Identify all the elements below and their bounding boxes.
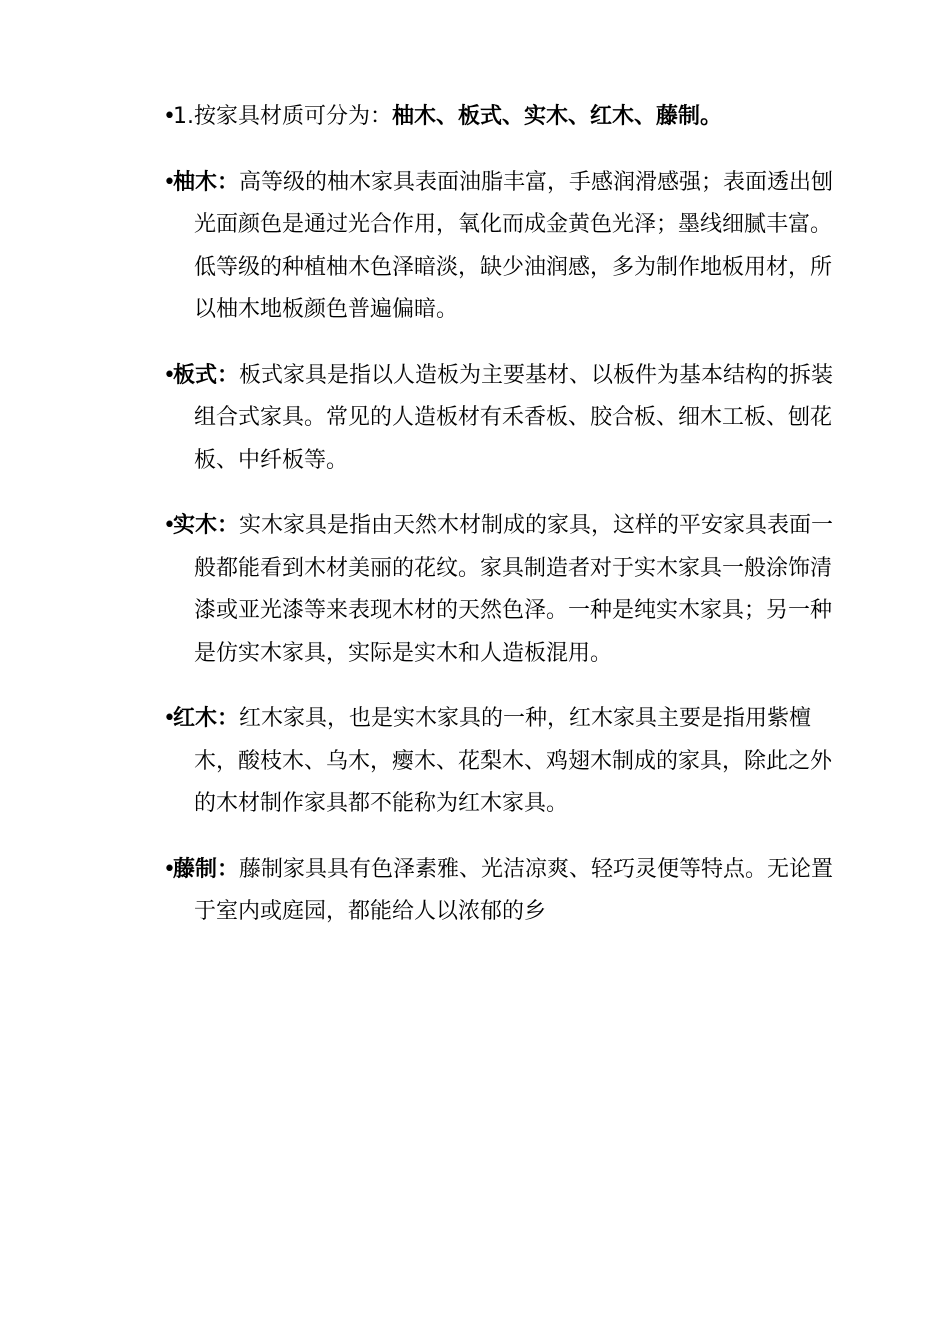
paragraph-text: 藤制家具具有色泽素雅、光洁凉爽、轻巧灵便等特点。无论置于室内或庭园，都能给人以浓郁的乡: [194, 856, 834, 924]
bullet-marker: •: [163, 513, 176, 538]
bullet-marker: •: [163, 362, 176, 388]
term-label: 红木：: [173, 706, 240, 731]
intro-text: 1.按家具材质可分为：: [173, 104, 392, 129]
term-label: 板式：: [173, 362, 240, 388]
bullet-marker: •: [163, 104, 176, 129]
term-label: 柚木：: [173, 169, 240, 195]
paragraph-text: 红木家具，也是实木家具的一种，红木家具主要是指用紫檀木，酸枝木、乌木，瘿木、花梨木、鸡翅木制成的家具，除此之外的木材制作家具都不能称为红木家具。: [194, 706, 833, 816]
paragraph-tengzhi: [163, 849, 843, 934]
document-body: [163, 96, 843, 957]
term-label: 藤制：: [173, 856, 240, 882]
paragraph-banshi: [163, 355, 843, 483]
paragraph-youmu: [163, 162, 843, 332]
paragraph-shimu: [163, 505, 843, 675]
bullet-marker: •: [163, 706, 176, 731]
paragraph-hongmu: [163, 698, 843, 826]
paragraph-text: 板式家具是指以人造板为主要基材、以板件为基本结构的拆装组合式家具。常见的人造板材有禾香板、胶合板、细木工板、刨花板、中纤板等。: [194, 362, 834, 473]
bullet-marker: •: [163, 856, 176, 882]
intro-paragraph: [163, 96, 843, 139]
term-label: 实木：: [173, 513, 240, 538]
bullet-marker: •: [163, 169, 176, 195]
paragraph-text: 实木家具是指由天然木材制成的家具，这样的平安家具表面一般都能看到木材美丽的花纹。家具制造者对于实木家具一般涂饰清漆或亚光漆等来表现木材的天然色泽。一种是纯实木家具；另一种是仿实木家具，实际是实木和人造板混用。: [194, 513, 834, 666]
paragraph-text: 高等级的柚木家具表面油脂丰富，手感润滑感强；表面透出刨光面颜色是通过光合作用，氧化而成金黄色光泽；墨线细腻丰富。低等级的种植柚木色泽暗淡，缺少油润感，多为制作地板用材，所以柚木地板颜色普遍偏暗。: [194, 169, 834, 322]
intro-emphasis: 柚木、板式、实木、红木、藤制。: [392, 104, 723, 129]
